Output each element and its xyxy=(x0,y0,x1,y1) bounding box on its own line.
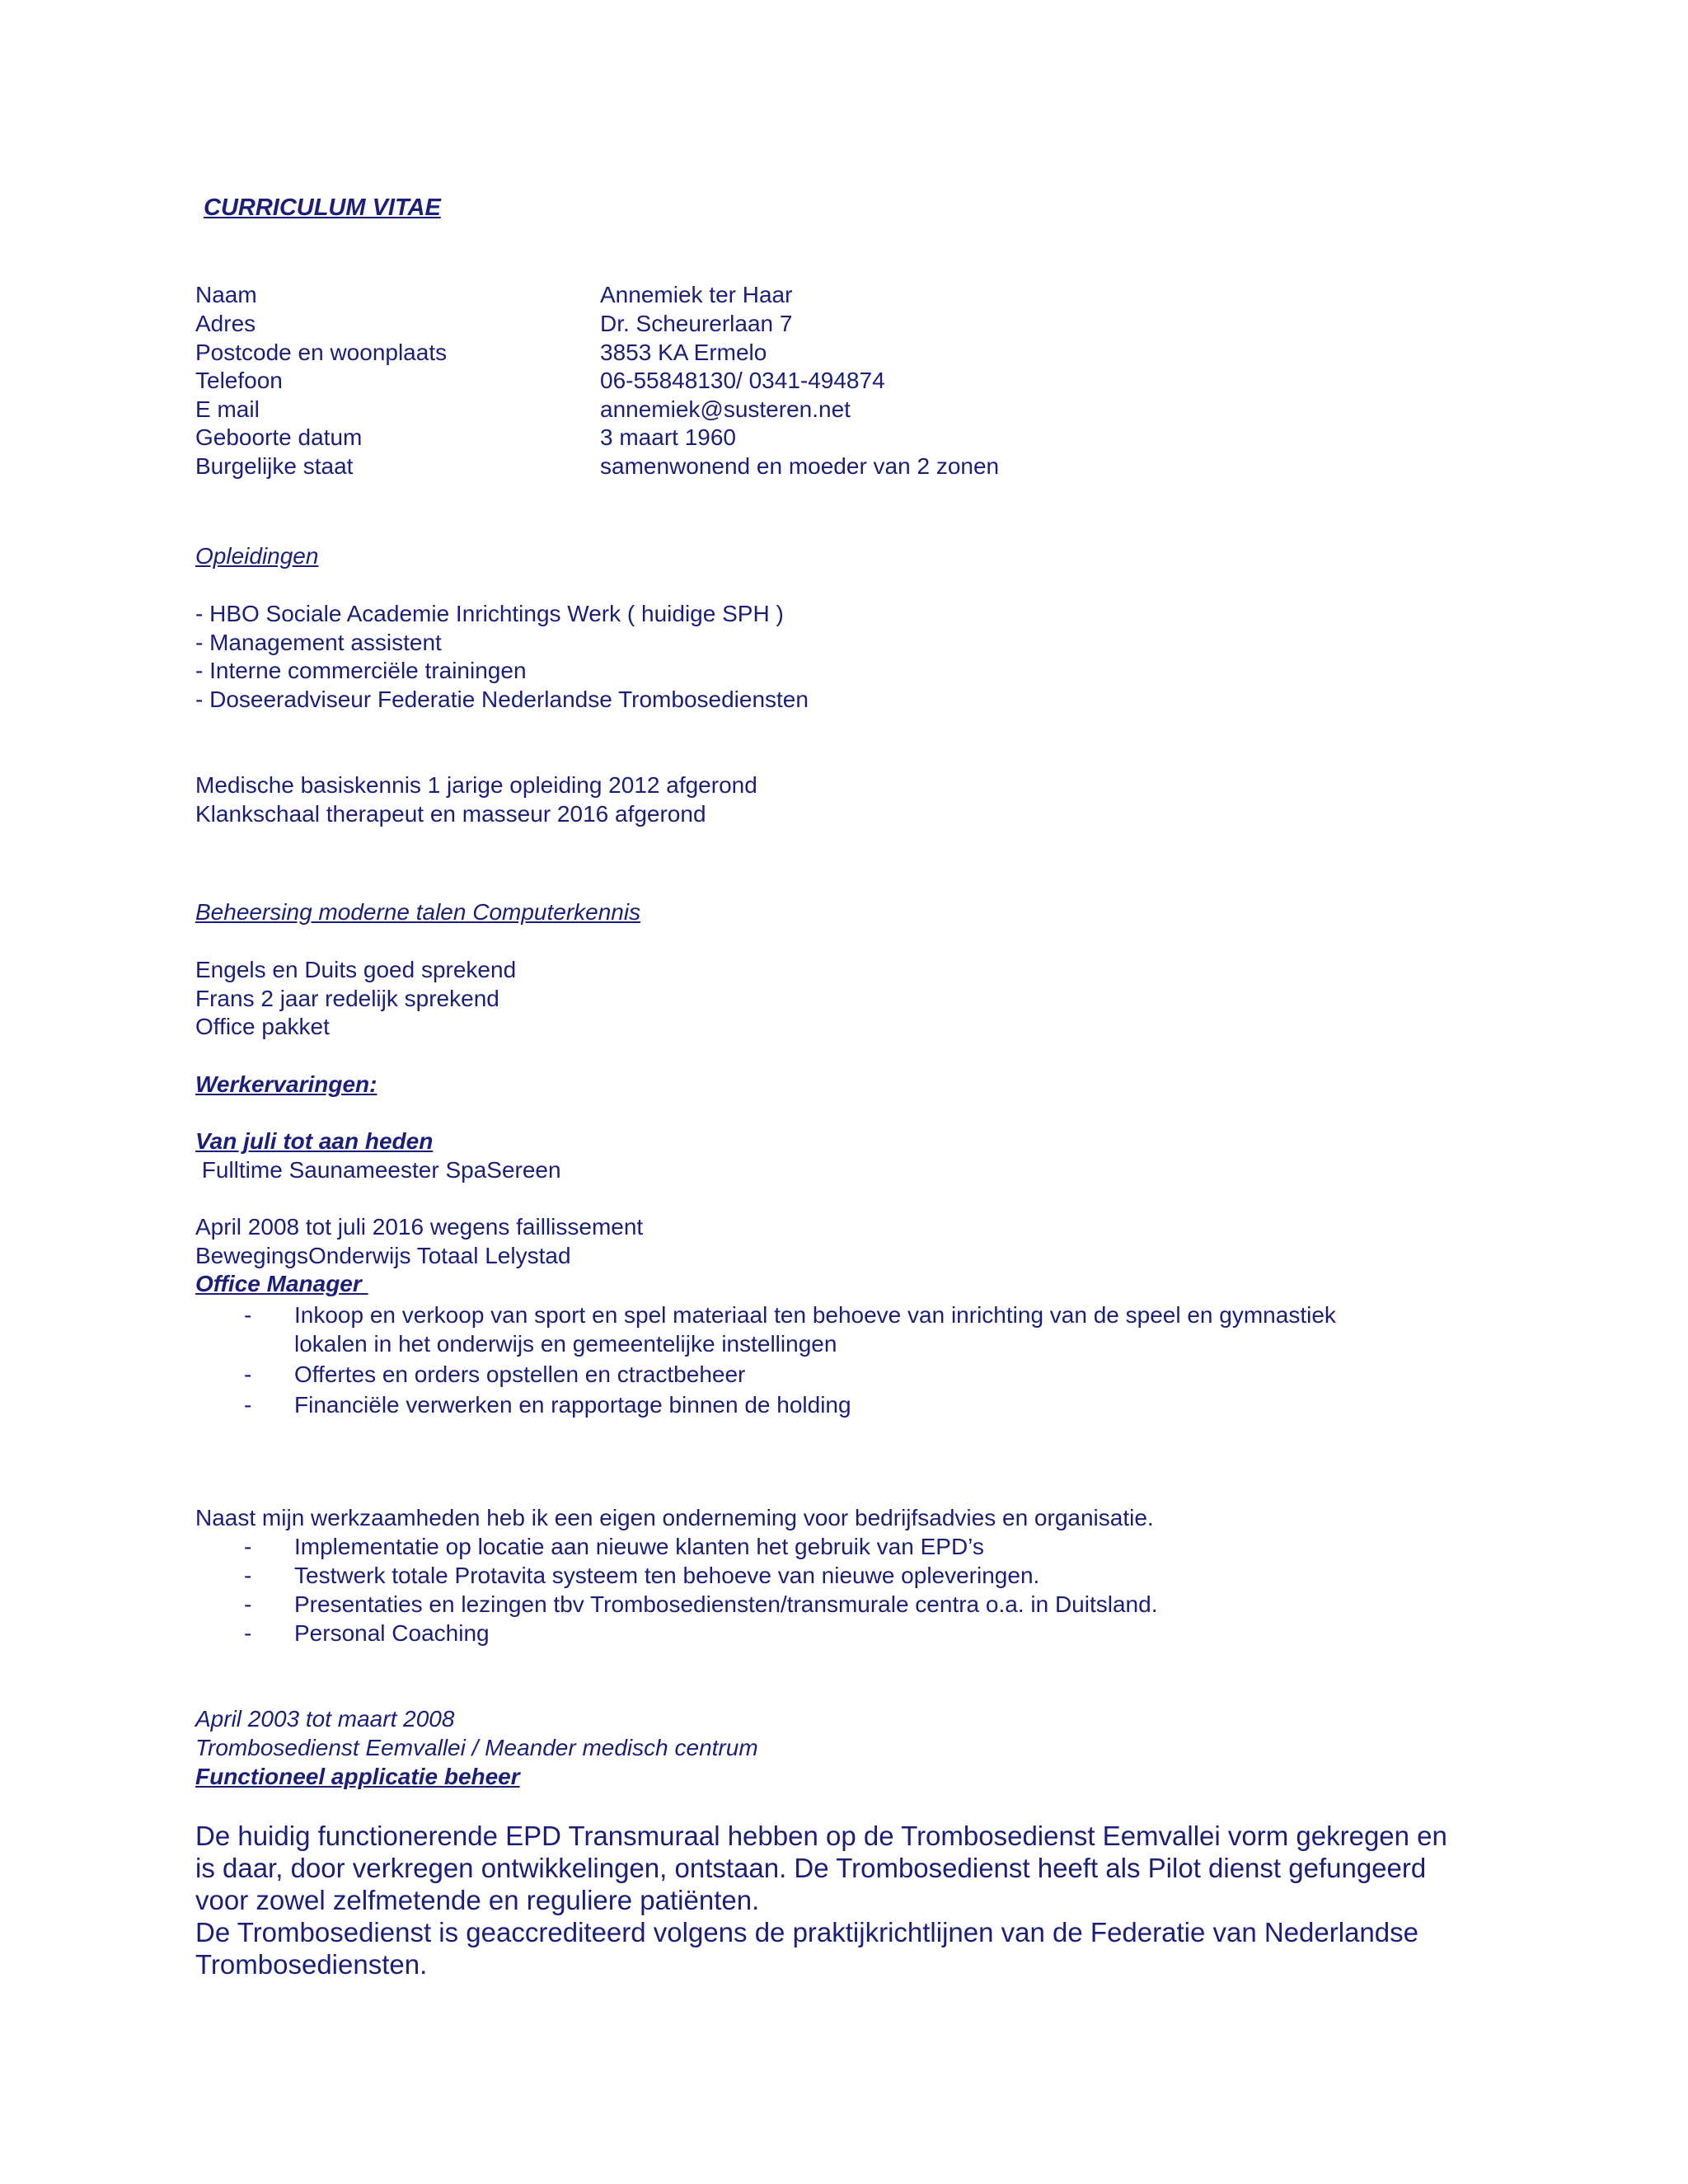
education-extra: Klankschaal therapeut en masseur 2016 afgerond xyxy=(195,801,706,827)
side-business-bullet: Presentaties en lezingen tbv Trombosediensten/transmurale centra o.a. in Duitsland. xyxy=(294,1591,1158,1617)
side-business-bullet: Testwerk totale Protavita systeem ten behoeve van nieuwe opleveringen. xyxy=(294,1563,1040,1588)
bullet-dash: - xyxy=(244,1563,252,1588)
job3-text-line: De Trombosedienst is geaccrediteerd volgens de praktijkrichtlijnen van de Federatie van Nederlandse xyxy=(195,1917,1418,1947)
current-job-period: Van juli tot aan heden xyxy=(195,1128,434,1154)
education-item: - Management assistent xyxy=(195,630,442,655)
value-adres: Dr. Scheurerlaan 7 xyxy=(600,311,793,336)
label-naam: Naam xyxy=(195,282,257,307)
education-item: - HBO Sociale Academie Inrichtings Werk ( huidige SPH ) xyxy=(195,601,784,626)
job3-period: April 2003 tot maart 2008 xyxy=(195,1706,455,1732)
job2-bullet: Inkoop en verkoop van sport en spel materiaal ten behoeve van inrichting van de speel en gymnastiek xyxy=(294,1302,1336,1328)
education-item: - Doseeradviseur Federatie Nederlandse Trombosediensten xyxy=(195,687,809,712)
job2-company: BewegingsOnderwijs Totaal Lelystad xyxy=(195,1243,571,1268)
value-telefoon: 06-55848130/ 0341-494874 xyxy=(600,368,885,393)
side-business-bullet: Personal Coaching xyxy=(294,1620,490,1646)
label-adres: Adres xyxy=(195,311,256,336)
language-item: Engels en Duits goed sprekend xyxy=(195,957,517,982)
job2-bullet: Financiële verwerken en rapportage binnen de holding xyxy=(294,1392,851,1418)
job2-bullet-continued: lokalen in het onderwijs en gemeentelijke instellingen xyxy=(294,1331,837,1357)
page-title: CURRICULUM VITAE xyxy=(204,194,441,221)
value-geboortedatum: 3 maart 1960 xyxy=(600,424,736,450)
job3-role: Functioneel applicatie beheer xyxy=(195,1764,520,1789)
bullet-dash: - xyxy=(244,1591,252,1617)
value-email: annemiek@susteren.net xyxy=(600,396,851,422)
job2-role: Office Manager xyxy=(195,1271,368,1296)
bullet-dash: - xyxy=(244,1302,252,1328)
job3-text-line: Trombosediensten. xyxy=(195,1949,428,1980)
label-postcode: Postcode en woonplaats xyxy=(195,340,448,365)
bullet-dash: - xyxy=(244,1361,252,1387)
bullet-dash: - xyxy=(244,1620,252,1646)
language-item: Frans 2 jaar redelijk sprekend xyxy=(195,986,499,1011)
section-heading-opleidingen: Opleidingen xyxy=(195,543,319,569)
job3-company: Trombosedienst Eemvallei / Meander medisch centrum xyxy=(195,1735,758,1760)
label-geboortedatum: Geboorte datum xyxy=(195,424,363,450)
label-telefoon: Telefoon xyxy=(195,368,283,393)
value-naam: Annemiek ter Haar xyxy=(600,282,793,307)
side-business-intro: Naast mijn werkzaamheden heb ik een eigen onderneming voor bedrijfsadvies en organisatie. xyxy=(195,1505,1154,1530)
job3-text-line: De huidig functionerende EPD Transmuraal hebben op de Trombosedienst Eemvallei vorm gekregen en xyxy=(195,1821,1447,1851)
bullet-dash: - xyxy=(244,1392,252,1418)
job2-period: April 2008 tot juli 2016 wegens faillissement xyxy=(195,1214,644,1240)
value-burgelijke-staat: samenwonend en moeder van 2 zonen xyxy=(600,453,1000,479)
education-extra: Medische basiskennis 1 jarige opleiding 2012 afgerond xyxy=(195,772,757,798)
job3-text-line: is daar, door verkregen ontwikkelingen, ontstaan. De Trombosedienst heeft als Pilot dienst gefungeerd xyxy=(195,1853,1427,1883)
label-email: E mail xyxy=(195,396,260,422)
side-business-bullet: Implementatie op locatie aan nieuwe klanten het gebruik van EPD’s xyxy=(294,1534,984,1559)
education-item: - Interne commerciële trainingen xyxy=(195,658,527,683)
section-heading-talen: Beheersing moderne talen Computerkennis xyxy=(195,899,641,925)
bullet-dash: - xyxy=(244,1534,252,1559)
current-job-role: Fulltime Saunameester SpaSereen xyxy=(195,1157,561,1183)
job2-bullet: Offertes en orders opstellen en ctractbeheer xyxy=(294,1361,746,1387)
language-item: Office pakket xyxy=(195,1014,330,1039)
job3-text-line: voor zowel zelfmetende en reguliere patiënten. xyxy=(195,1885,760,1915)
section-heading-werkervaringen: Werkervaringen: xyxy=(195,1071,377,1097)
label-burgelijke-staat: Burgelijke staat xyxy=(195,453,354,479)
value-postcode: 3853 KA Ermelo xyxy=(600,340,767,365)
